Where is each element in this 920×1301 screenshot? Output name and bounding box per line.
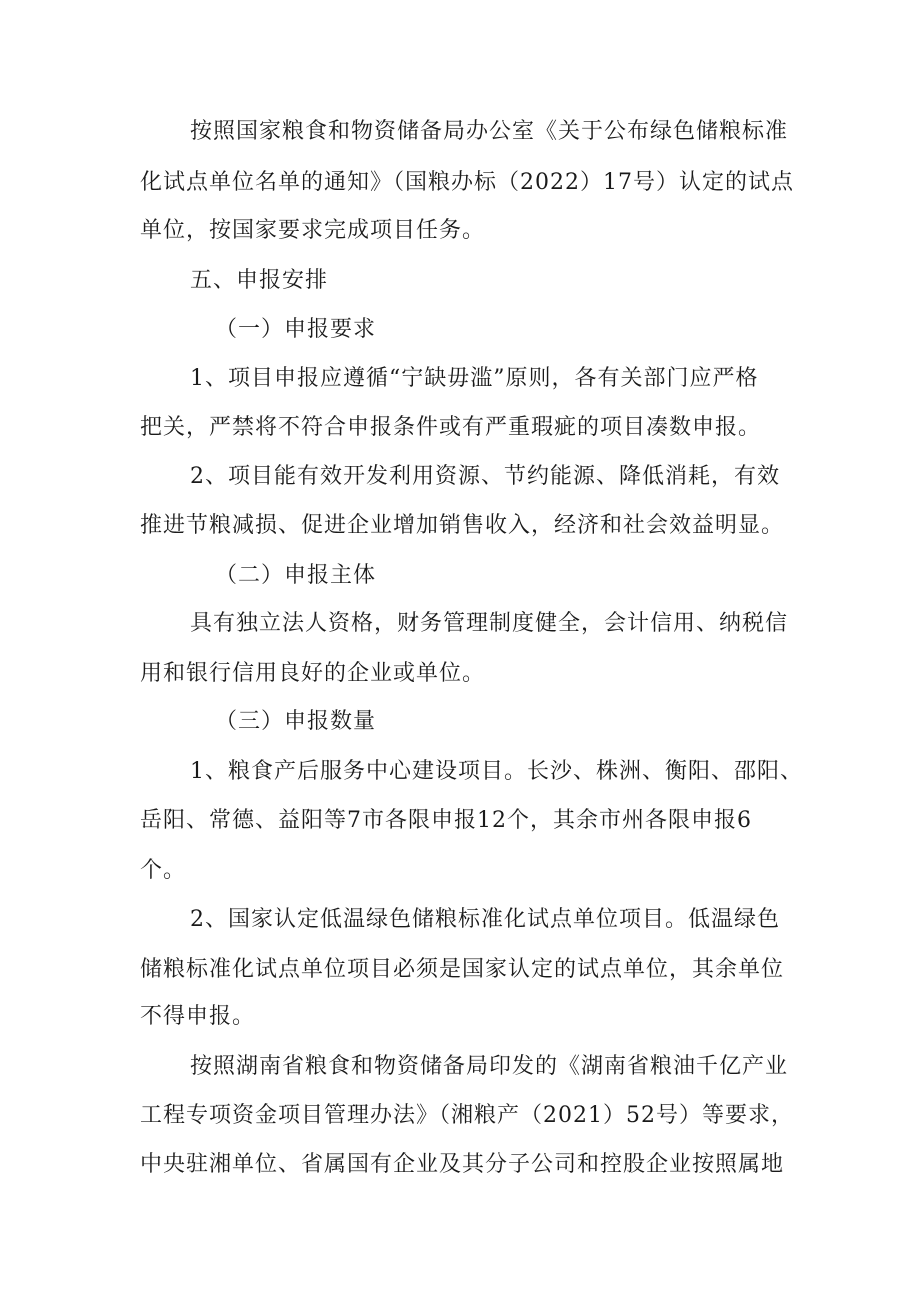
subsection-heading: （三）申报数量 bbox=[215, 709, 377, 734]
paragraph-line: 中央驻湘单位、省属国有企业及其分子公司和控股企业按照属地 bbox=[140, 1152, 785, 1177]
paragraph-line: 推进节粮减损、促进企业增加销售收入，经济和社会效益明显。 bbox=[140, 513, 785, 538]
paragraph-line: 2、国家认定低温绿色储粮标准化试点单位项目。低温绿色 bbox=[190, 907, 780, 932]
subsection-heading: （二）申报主体 bbox=[215, 563, 377, 588]
paragraph-line: 2、项目能有效开发利用资源、节约能源、降低消耗，有效 bbox=[190, 464, 780, 489]
paragraph-line: 不得申报。 bbox=[140, 1004, 256, 1029]
paragraph-line: 按照国家粮食和物资储备局办公室《关于公布绿色储粮标准 bbox=[190, 119, 789, 144]
paragraph-line: 储粮标准化试点单位项目必须是国家认定的试点单位，其余单位 bbox=[140, 957, 785, 982]
paragraph-line: 具有独立法人资格，财务管理制度健全，会计信用、纳税信 bbox=[190, 611, 789, 636]
paragraph-line: 用和银行信用良好的企业或单位。 bbox=[140, 661, 486, 686]
paragraph-line: 把关，严禁将不符合申报条件或有严重瑕疵的项目凑数申报。 bbox=[140, 415, 762, 440]
paragraph-line: 岳阳、常德、益阳等7市各限申报12个，其余市州各限申报6 bbox=[140, 808, 752, 833]
paragraph-line: 1、粮食产后服务中心建设项目。长沙、株洲、衡阳、邵阳、 bbox=[190, 759, 803, 784]
paragraph-line: 1、项目申报应遵循“宁缺毋滥”原则，各有关部门应严格 bbox=[190, 366, 759, 391]
paragraph-line: 个。 bbox=[140, 858, 187, 883]
paragraph-line: 按照湖南省粮食和物资储备局印发的《湖南省粮油千亿产业 bbox=[190, 1054, 789, 1079]
paragraph-line: 单位，按国家要求完成项目任务。 bbox=[140, 218, 486, 243]
subsection-heading: （一）申报要求 bbox=[215, 317, 377, 342]
section-heading: 五、申报安排 bbox=[190, 268, 329, 293]
paragraph-line: 工程专项资金项目管理办法》（湘粮产（2021）52号）等要求， bbox=[140, 1103, 794, 1128]
paragraph-line: 化试点单位名单的通知》（国粮办标（2022）17号）认定的试点 bbox=[140, 170, 794, 195]
